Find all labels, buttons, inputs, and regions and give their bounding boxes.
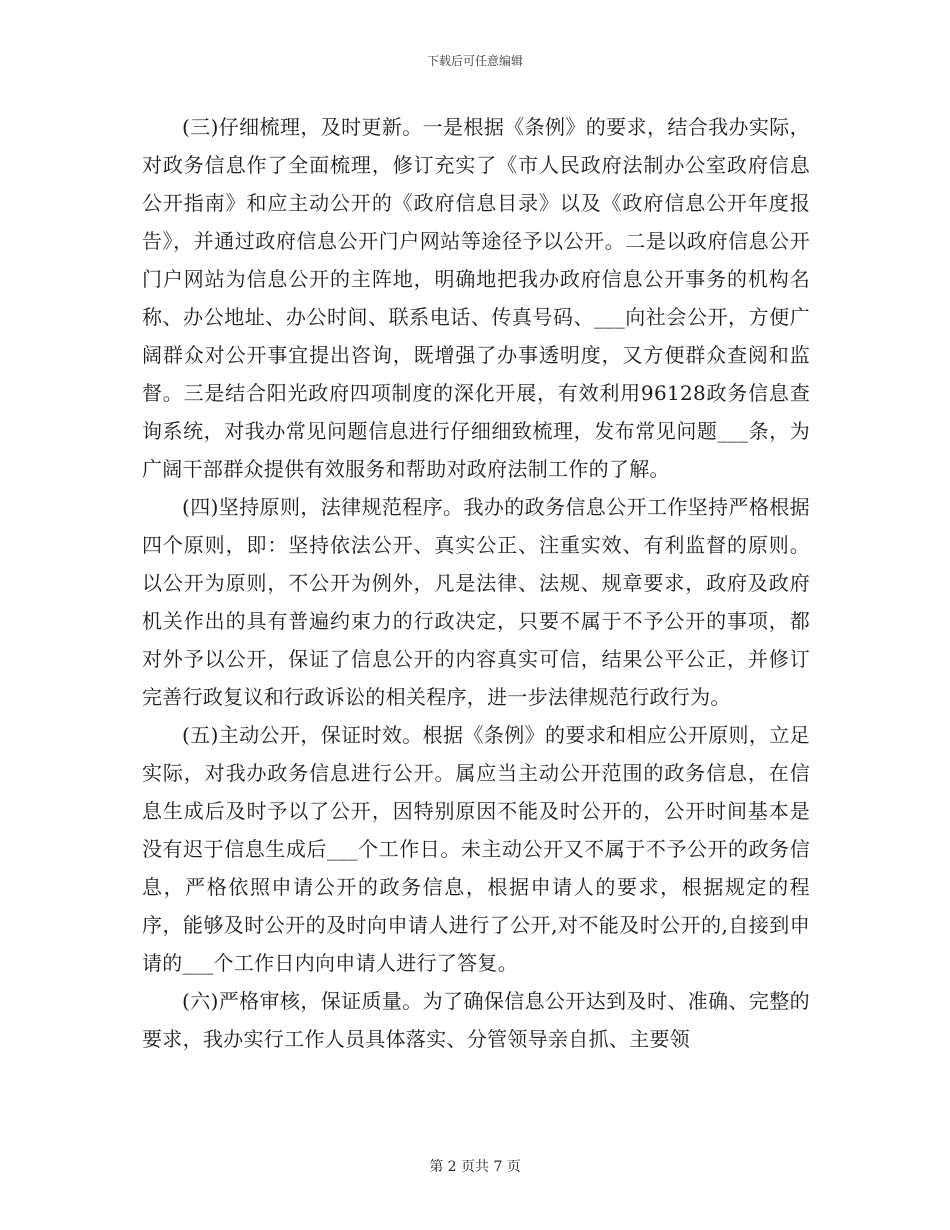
paragraph-section-6: (六)严格审核，保证质量。为了确保信息公开达到及时、准确、完整的要求，我办实行工作人员具体落实、分管领导亲自抓、主要领 <box>142 989 810 1051</box>
document-body <box>142 108 810 1058</box>
paragraph-section-5: (五)主动公开，保证时效。根据《条例》的要求和相应公开原则，立足实际，对我办政务信息进行公开。属应当主动公开范围的政务信息，在信息生成后及时予以了公开，因特别原因不能及时公开的，公开时间基本是没有迟于信息生成后___个工作日。未主动公开又不属于不予公开的政务信息，严格依照申请公开的政务信息，根据申请人的要求，根据规定的程序，能够及时公开的及时向申请人进行了公开,对不能及时公开的,自接到申请的___个工作日内向申请人进行了答复。 <box>142 723 810 975</box>
page-header: 下载后可任意编辑 <box>426 54 523 68</box>
page-number: 第 2 页共 7 页 <box>429 1159 521 1175</box>
paragraph-section-4: (四)坚持原则，法律规范程序。我办的政务信息公开工作坚持严格根据四个原则，即：坚持依法公开、真实公正、注重实效、有利监督的原则。以公开为原则，不公开为例外，凡是法律、法规、规章要求，政府及政府机关作出的具有普遍约束力的行政决定，只要不属于不予公开的事项，都对外予以公开，保证了信息公开的内容真实可信，结果公平公正，并修订完善行政复议和行政诉讼的相关程序，进一步法律规范行政行为。 <box>142 495 810 709</box>
paragraph-section-3: (三)仔细梳理，及时更新。一是根据《条例》的要求，结合我办实际，对政务信息作了全面梳理，修订充实了《市人民政府法制办公室政府信息公开指南》和应主动公开的《政府信息目录》以及《政府信息公开年度报告》，并通过政府信息公开门户网站等途径予以公开。二是以政府信息公开门户网站为信息公开的主阵地，明确地把我办政府信息公开事务的机构名称、办公地址、办公时间、联系电话、传真号码、___向社会公开，方便广阔群众对公开事宜提出咨询，既增强了办事透明度，又方便群众查阅和监督。三是结合阳光政府四项制度的深化开展，有效利用96128政务信息查询系统，对我办常见问题信息进行仔细细致梳理，发布常见问题___条，为广阔干部群众提供有效服务和帮助对政府法制工作的了解。 <box>142 115 810 481</box>
